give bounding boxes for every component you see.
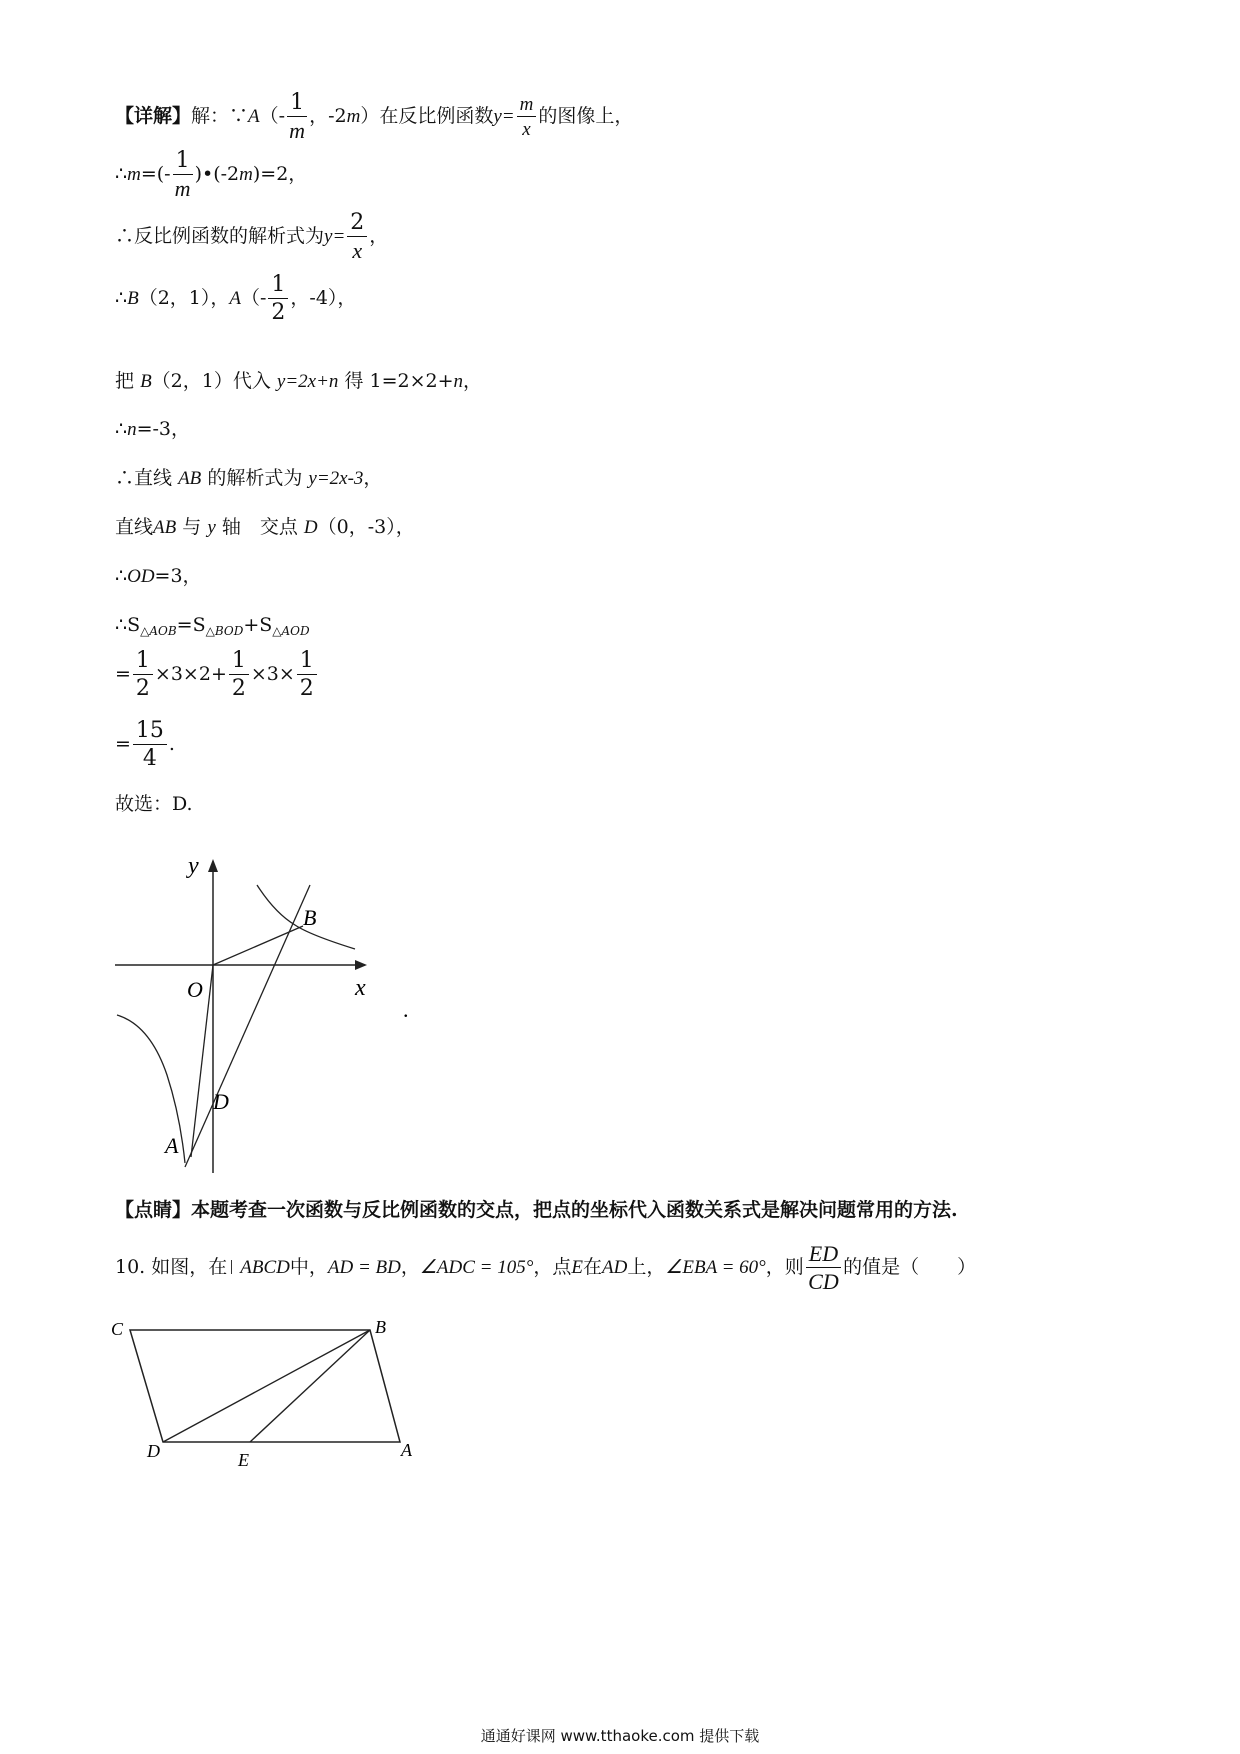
solution-line-5: 把 B（2，1）代入 y=2x+n 得 1=2×2+n， bbox=[115, 370, 483, 392]
solution-line-11: = $\frac{1}{2}$ ×3×2+ $\frac{1}{2}$ ×3× $\frac{1}{2}$ bbox=[115, 650, 319, 700]
fraction-1-over-m: $\frac{1}{m}$ bbox=[287, 92, 307, 142]
note-line: 【点睛】本题考查一次函数与反比例函数的交点，把点的坐标代入函数关系式是解决问题常用的方法. bbox=[115, 1199, 958, 1221]
x-axis-label: x bbox=[355, 975, 366, 1001]
solution-line-2: ∴m=(- $\frac{1}{m}$ )•(-2m)=2， bbox=[115, 148, 308, 201]
vertex-c-label: C bbox=[111, 1320, 124, 1339]
parallelogram-figure bbox=[105, 1320, 425, 1480]
fraction-2-over-x: $\frac{2}{x}$ bbox=[347, 212, 367, 262]
y-axis-label: y bbox=[188, 853, 199, 879]
point-b-label: B bbox=[303, 905, 317, 930]
solution-line-7: ∴直线 AB 的解析式为 y=2x-3， bbox=[115, 467, 383, 489]
trailing-period: . bbox=[403, 997, 409, 1022]
fraction-15-over-4: $\frac{15}{4}$ bbox=[133, 720, 167, 770]
origin-label: O bbox=[187, 977, 203, 1002]
function-graph bbox=[105, 845, 425, 1175]
solution-line-6: ∴n=-3， bbox=[115, 418, 191, 440]
parallelogram-symbol bbox=[231, 1260, 234, 1274]
point-a-label: A bbox=[165, 1133, 179, 1158]
solution-line-4: ∴B（2，1），A（- $\frac{1}{2}$ ，-4）， bbox=[115, 272, 357, 325]
note-heading: 【点睛】 bbox=[115, 1199, 192, 1221]
fraction-ed-over-cd: $\frac{ED}{CD}$ bbox=[806, 1243, 841, 1293]
solution-line-3: ∴反比例函数的解析式为y= $\frac{2}{x}$ ， bbox=[115, 210, 389, 263]
detail-heading: 【详解】 bbox=[115, 105, 192, 127]
fraction-half-b: $\frac{1}{2}$ bbox=[229, 650, 249, 700]
vertex-a-label: A bbox=[401, 1440, 412, 1460]
vertex-d-label: D bbox=[147, 1441, 160, 1461]
solution-line-10: $\therefore S_{\triangle AOB}=S_{\triangle BOD}+S_{\triangle AOD}$ bbox=[115, 614, 310, 638]
fraction-half-c: $\frac{1}{2}$ bbox=[297, 650, 317, 700]
question-10-line: 10. 如图，在 ABCD中，AD = BD，∠ADC = 105°，点E在AD上，∠EBA = 60°，则 $\frac{ED}{CD}$ 的值是（ ） bbox=[115, 1241, 977, 1294]
point-d-label: D bbox=[213, 1089, 229, 1114]
solution-line-8: 直线AB 与 y 轴 交点 D（0，-3）， bbox=[115, 516, 415, 538]
fraction-1-over-m-2: $\frac{1}{m}$ bbox=[173, 150, 193, 200]
fraction-1-over-2: $\frac{1}{2}$ bbox=[268, 274, 288, 324]
solution-line-12: = $\frac{15}{4}$ . bbox=[115, 718, 175, 771]
fraction-m-over-x: $\frac{m}{x}$ bbox=[517, 95, 537, 139]
vertex-b-label: B bbox=[375, 1320, 386, 1337]
vertex-e-label: E bbox=[238, 1450, 249, 1470]
page-footer: 通通好课网 www.tthaoke.com 提供下载 bbox=[480, 1727, 760, 1745]
answer-line: 故选：D. bbox=[115, 793, 193, 815]
solution-line-9: ∴OD=3， bbox=[115, 565, 202, 587]
fraction-half-a: $\frac{1}{2}$ bbox=[133, 650, 153, 700]
solution-line-1: 【详解】解：∵A（- $\frac{1}{m}$ ，-2m）在反比例函数y= $\frac{m}{x}$ 的图像上， bbox=[115, 90, 634, 143]
